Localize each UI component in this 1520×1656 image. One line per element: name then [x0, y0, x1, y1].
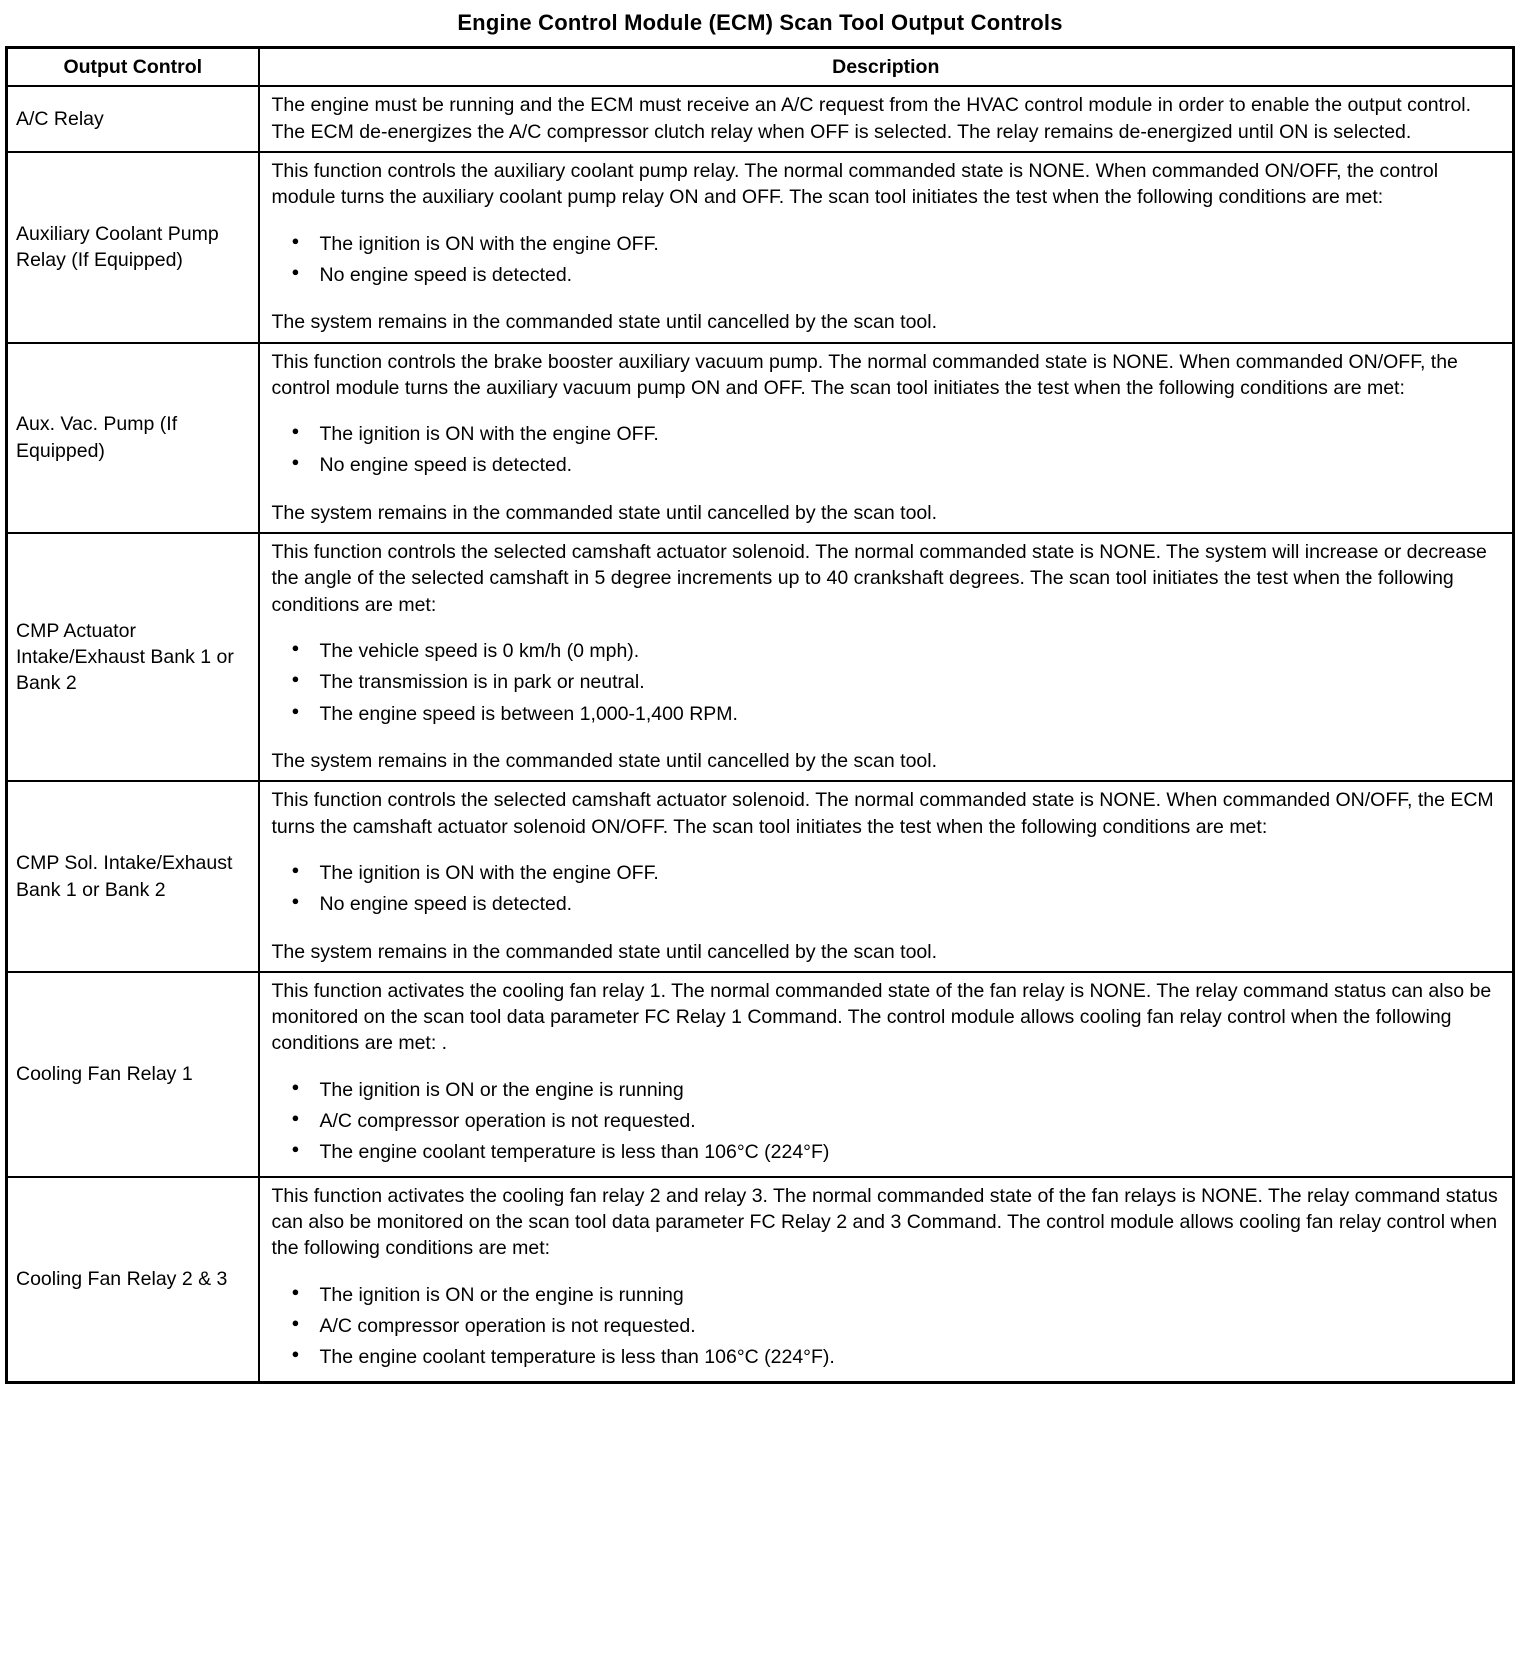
output-control-cell: Auxiliary Coolant Pump Relay (If Equipped)	[7, 152, 259, 343]
table-row	[7, 781, 1514, 972]
description-cell	[259, 1177, 1514, 1382]
description-paragraph: This function controls the auxiliary coolant pump relay. The normal commanded state is NONE. When commanded ON/OFF, the control module turns the auxiliary coolant pump relay ON and OFF. The scan tool initiates the test when the following conditions are met:	[271, 159, 1439, 209]
condition-item: ● A/C compressor operation is not requested.	[320, 1108, 1501, 1134]
output-control-cell: Cooling Fan Relay 2 & 3	[7, 1177, 259, 1382]
output-control-cell: CMP Sol. Intake/Exhaust Bank 1 or Bank 2	[7, 781, 259, 972]
description-cell	[259, 533, 1514, 781]
description-cell	[259, 343, 1514, 534]
page-title: Engine Control Module (ECM) Scan Tool Output Controls	[457, 10, 1063, 35]
condition-item: ● The ignition is ON with the engine OFF.	[320, 860, 1501, 886]
condition-item: ● The transmission is in park or neutral.	[320, 669, 1501, 695]
description-paragraph: This function activates the cooling fan relay 1. The normal commanded state of the fan relay is NONE. The relay command status can also be monitored on the scan tool data parameter FC Relay 1 Command. The control module allows cooling fan relay control when the following conditions are met: .	[271, 979, 1492, 1055]
table-body	[7, 86, 1514, 1382]
condition-item: ● No engine speed is detected.	[320, 452, 1501, 478]
output-control-cell: A/C Relay	[7, 86, 259, 152]
condition-item: ● The engine coolant temperature is less than 106°C (224°F).	[320, 1344, 1501, 1370]
description-paragraph: This function controls the brake booster auxiliary vacuum pump. The normal commanded state is NONE. When commanded ON/OFF, the control module turns the auxiliary vacuum pump ON and OFF. The scan tool initiates the test when the following conditions are met:	[271, 350, 1458, 399]
description-paragraph: The engine must be running and the ECM must receive an A/C request from the HVAC control module in order to enable the output control. The ECM de-energizes the A/C compressor clutch relay when OFF is selected. The relay remains de-energized until ON is selected.	[271, 94, 1472, 143]
condition-item: ● The vehicle speed is 0 km/h (0 mph).	[320, 638, 1501, 664]
condition-list	[272, 860, 1501, 918]
table-row	[7, 86, 1514, 152]
condition-item: ● No engine speed is detected.	[320, 262, 1501, 288]
condition-item: ● The ignition is ON or the engine is running	[320, 1077, 1501, 1103]
column-header-output-control: Output Control	[7, 48, 259, 87]
table-row	[7, 533, 1514, 781]
description-paragraph: This function controls the selected camshaft actuator solenoid. The normal commanded state is NONE. The system will increase or decrease the angle of the selected camshaft in 5 degree increments up to 40 crankshaft degrees. The scan tool initiates the test when the following conditions are met:	[271, 541, 1487, 616]
condition-item: ● The engine speed is between 1,000-1,400 RPM.	[320, 701, 1501, 727]
header-row	[7, 48, 1514, 87]
output-controls-table	[5, 46, 1515, 1384]
description-paragraph: The system remains in the commanded state until cancelled by the scan tool.	[271, 311, 938, 334]
output-control-cell: Cooling Fan Relay 1	[7, 972, 259, 1177]
description-paragraph: The system remains in the commanded state until cancelled by the scan tool.	[271, 940, 938, 963]
output-control-cell: CMP Actuator Intake/Exhaust Bank 1 or Bank 2	[7, 533, 259, 781]
table-row	[7, 972, 1514, 1177]
condition-item: ● No engine speed is detected.	[320, 891, 1501, 917]
condition-list	[272, 231, 1501, 289]
table-row	[7, 1177, 1514, 1382]
table-row	[7, 152, 1514, 343]
description-paragraph: This function controls the selected camshaft actuator solenoid. The normal commanded state is NONE. When commanded ON/OFF, the ECM turns the camshaft actuator solenoid ON/OFF. The scan tool initiates the test when the following conditions are met:	[271, 789, 1494, 838]
condition-list	[272, 1077, 1501, 1166]
output-control-cell: Aux. Vac. Pump (If Equipped)	[7, 343, 259, 534]
condition-list	[272, 421, 1501, 479]
description-paragraph: The system remains in the commanded state until cancelled by the scan tool.	[271, 501, 938, 524]
condition-item: ● The ignition is ON with the engine OFF.	[320, 231, 1501, 257]
condition-item: ● A/C compressor operation is not requested.	[320, 1313, 1501, 1339]
column-header-description: Description	[259, 48, 1514, 87]
table-header	[7, 48, 1514, 87]
description-cell	[259, 781, 1514, 972]
description-paragraph: This function activates the cooling fan relay 2 and relay 3. The normal commanded state of the fan relays is NONE. The relay command status can also be monitored on the scan tool data parameter FC Relay 2 and 3 Command. The control module allows cooling fan relay control when the following conditions are met:	[271, 1184, 1498, 1260]
condition-list	[272, 1282, 1501, 1371]
condition-item: ● The ignition is ON or the engine is running	[320, 1282, 1501, 1308]
description-cell	[259, 152, 1514, 343]
description-cell	[259, 86, 1514, 152]
description-cell	[259, 972, 1514, 1177]
condition-list	[272, 638, 1501, 727]
description-paragraph: The system remains in the commanded state until cancelled by the scan tool.	[271, 749, 938, 772]
condition-item: ● The engine coolant temperature is less than 106°C (224°F)	[320, 1139, 1501, 1165]
table-row	[7, 343, 1514, 534]
condition-item: ● The ignition is ON with the engine OFF.	[320, 421, 1501, 447]
